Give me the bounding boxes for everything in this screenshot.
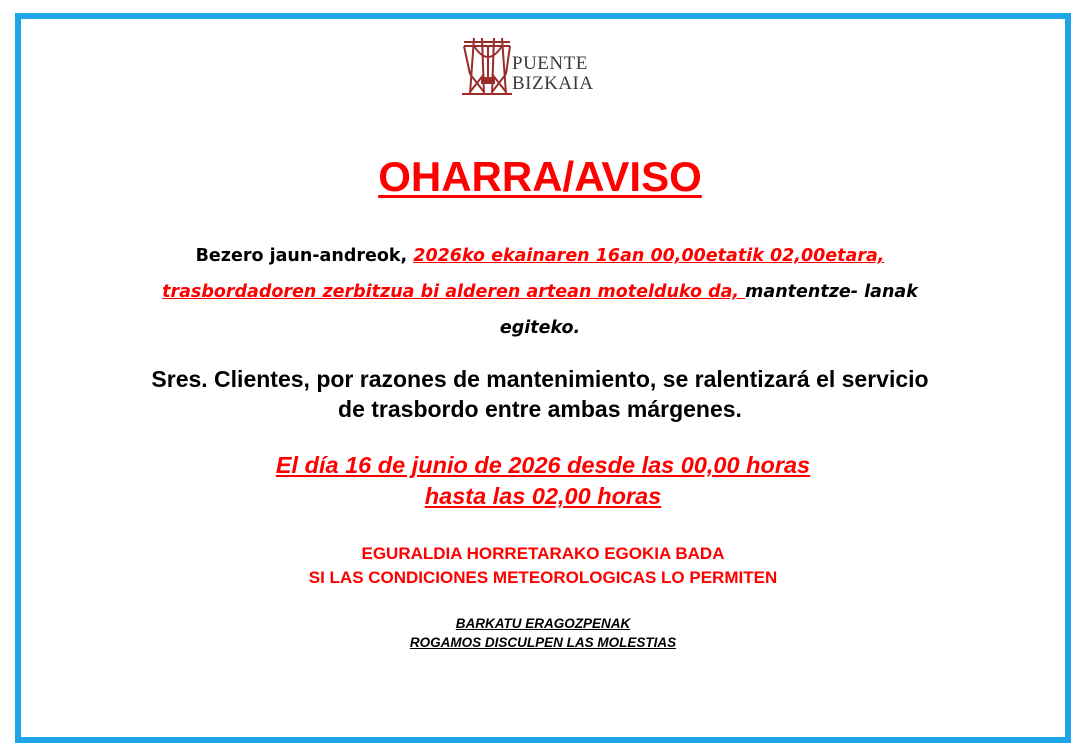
notice-title: OHARRA/AVISO: [378, 153, 702, 200]
apology-line1: BARKATU ERAGOZPENAK: [455, 616, 631, 631]
weather-condition: [0, 542, 1080, 590]
basque-reason-end: egiteko.: [499, 318, 581, 338]
weather-line2: SI LAS CONDICIONES METEOROLOGICAS LO PERMITEN: [308, 568, 778, 587]
logo-line2: BIZKAIA: [512, 73, 594, 94]
spanish-line2: de trasbordo entre ambas márgenes.: [338, 396, 742, 422]
bridge-icon: [460, 34, 512, 96]
basque-paragraph: [100, 238, 980, 346]
weather-line1: EGURALDIA HORRETARAKO EGOKIA BADA: [361, 544, 725, 563]
apology-line2: ROGAMOS DISCULPEN LAS MOLESTIAS: [409, 635, 677, 650]
puente-bizkaia-logo: [460, 34, 620, 98]
date-block: [0, 450, 1080, 512]
basque-reason-text: mantentze- lanak: [745, 282, 918, 302]
spanish-paragraph: [60, 364, 1020, 424]
basque-date-text: 2026ko ekainaren 16an 00,00etatik 02,00etara,: [413, 246, 885, 266]
date-line2: hasta las 02,00 horas: [424, 483, 662, 509]
basque-intro: Bezero jaun-andreok,: [195, 246, 414, 266]
basque-service-text: trasbordadoren zerbitzua bi alderen artean motelduko da,: [162, 282, 746, 302]
spanish-line1: Sres. Clientes, por razones de mantenimiento, se ralentizará el servicio: [151, 366, 929, 392]
logo-line1: PUENTE: [512, 53, 588, 74]
date-line1: El día 16 de junio de 2026 desde las 00,00 horas: [275, 452, 811, 478]
apology-block: [0, 614, 1080, 652]
